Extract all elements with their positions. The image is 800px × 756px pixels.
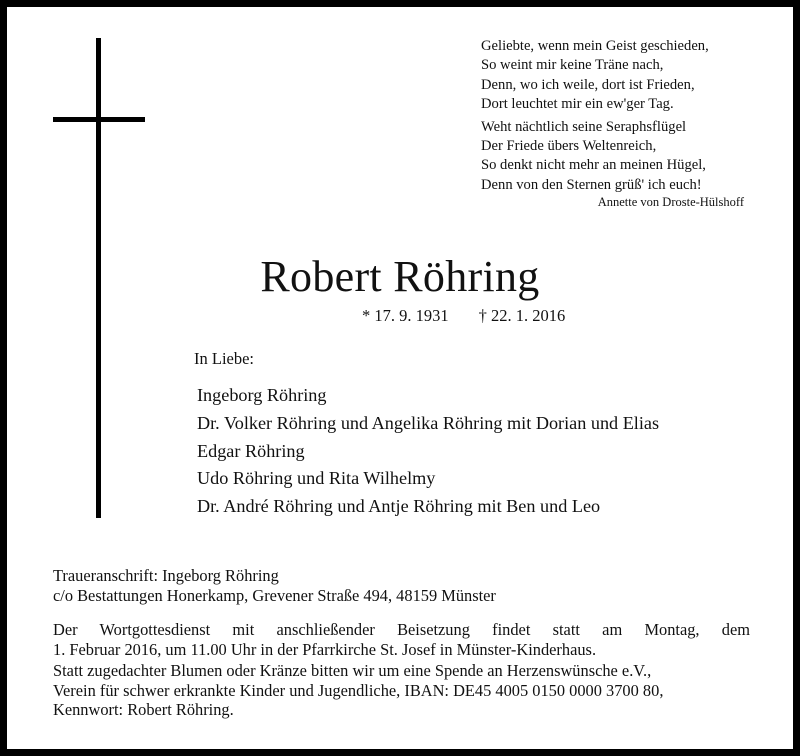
poem-stanza-1: [481, 37, 781, 115]
poem: [481, 37, 781, 195]
poem-line: So weint mir keine Träne nach,: [481, 57, 664, 74]
mourner-name: Dr. Volker Röhring und Angelika Röhring mit Dorian und Elias: [197, 412, 660, 433]
address-line: c/o Bestattungen Honerkamp, Grevener Straße 494, 48159 Münster: [53, 585, 496, 605]
donation-line: Kennwort: Robert Röhring.: [53, 700, 234, 719]
death-date: † 22. 1. 2016: [478, 306, 566, 325]
service-line: Der Wortgottesdienst mit anschließender Beisetzung findet statt am Montag, dem: [53, 620, 750, 639]
poem-line: Geliebte, wenn mein Geist geschieden,: [481, 38, 709, 54]
address-line: Traueranschrift: Ingeborg Röhring: [53, 566, 279, 585]
deceased-name: Robert Röhring: [260, 252, 540, 301]
cross-icon-horizontal-bar: [53, 117, 145, 122]
poem-line: Dort leuchtet mir ein ew'ger Tag.: [481, 96, 674, 113]
service-info: [53, 620, 750, 659]
poem-line: Denn, wo ich weile, dort ist Frieden,: [481, 76, 695, 93]
poem-line: Weht nächtlich seine Seraphsflügel: [481, 118, 687, 135]
birth-date: * 17. 9. 1931: [362, 306, 449, 325]
poem-author: Annette von Droste-Hülshoff: [597, 195, 744, 209]
poem-stanza-2: [481, 118, 781, 196]
donation-info: [53, 661, 750, 720]
mourner-name: Dr. André Röhring und Antje Röhring mit Ben und Leo: [197, 496, 601, 517]
mourner-name: Udo Röhring und Rita Wilhelmy: [197, 468, 436, 489]
mourning-address: [53, 566, 750, 605]
poem-line: Der Friede übers Weltenreich,: [481, 138, 657, 155]
donation-line: Verein für schwer erkrankte Kinder und Jugendliche, IBAN: DE45 4005 0150 0000 3700 80,: [53, 680, 664, 700]
poem-line: So denkt nicht mehr an meinen Hügel,: [481, 157, 706, 174]
service-line: 1. Februar 2016, um 11.00 Uhr in der Pfarrkirche St. Josef in Münster-Kinderhaus.: [53, 639, 597, 659]
mourners-intro: In Liebe:: [194, 349, 255, 368]
poem-line: Denn von den Sternen grüß' ich euch!: [481, 176, 702, 193]
mourners-list: [197, 382, 659, 521]
mourner-name: Ingeborg Röhring: [197, 385, 327, 405]
life-dates: [362, 306, 565, 326]
donation-line: Statt zugedachter Blumen oder Kränze bitten wir um eine Spende an Herzenswünsche e.V.,: [53, 661, 652, 680]
mourner-name: Edgar Röhring: [197, 440, 305, 461]
